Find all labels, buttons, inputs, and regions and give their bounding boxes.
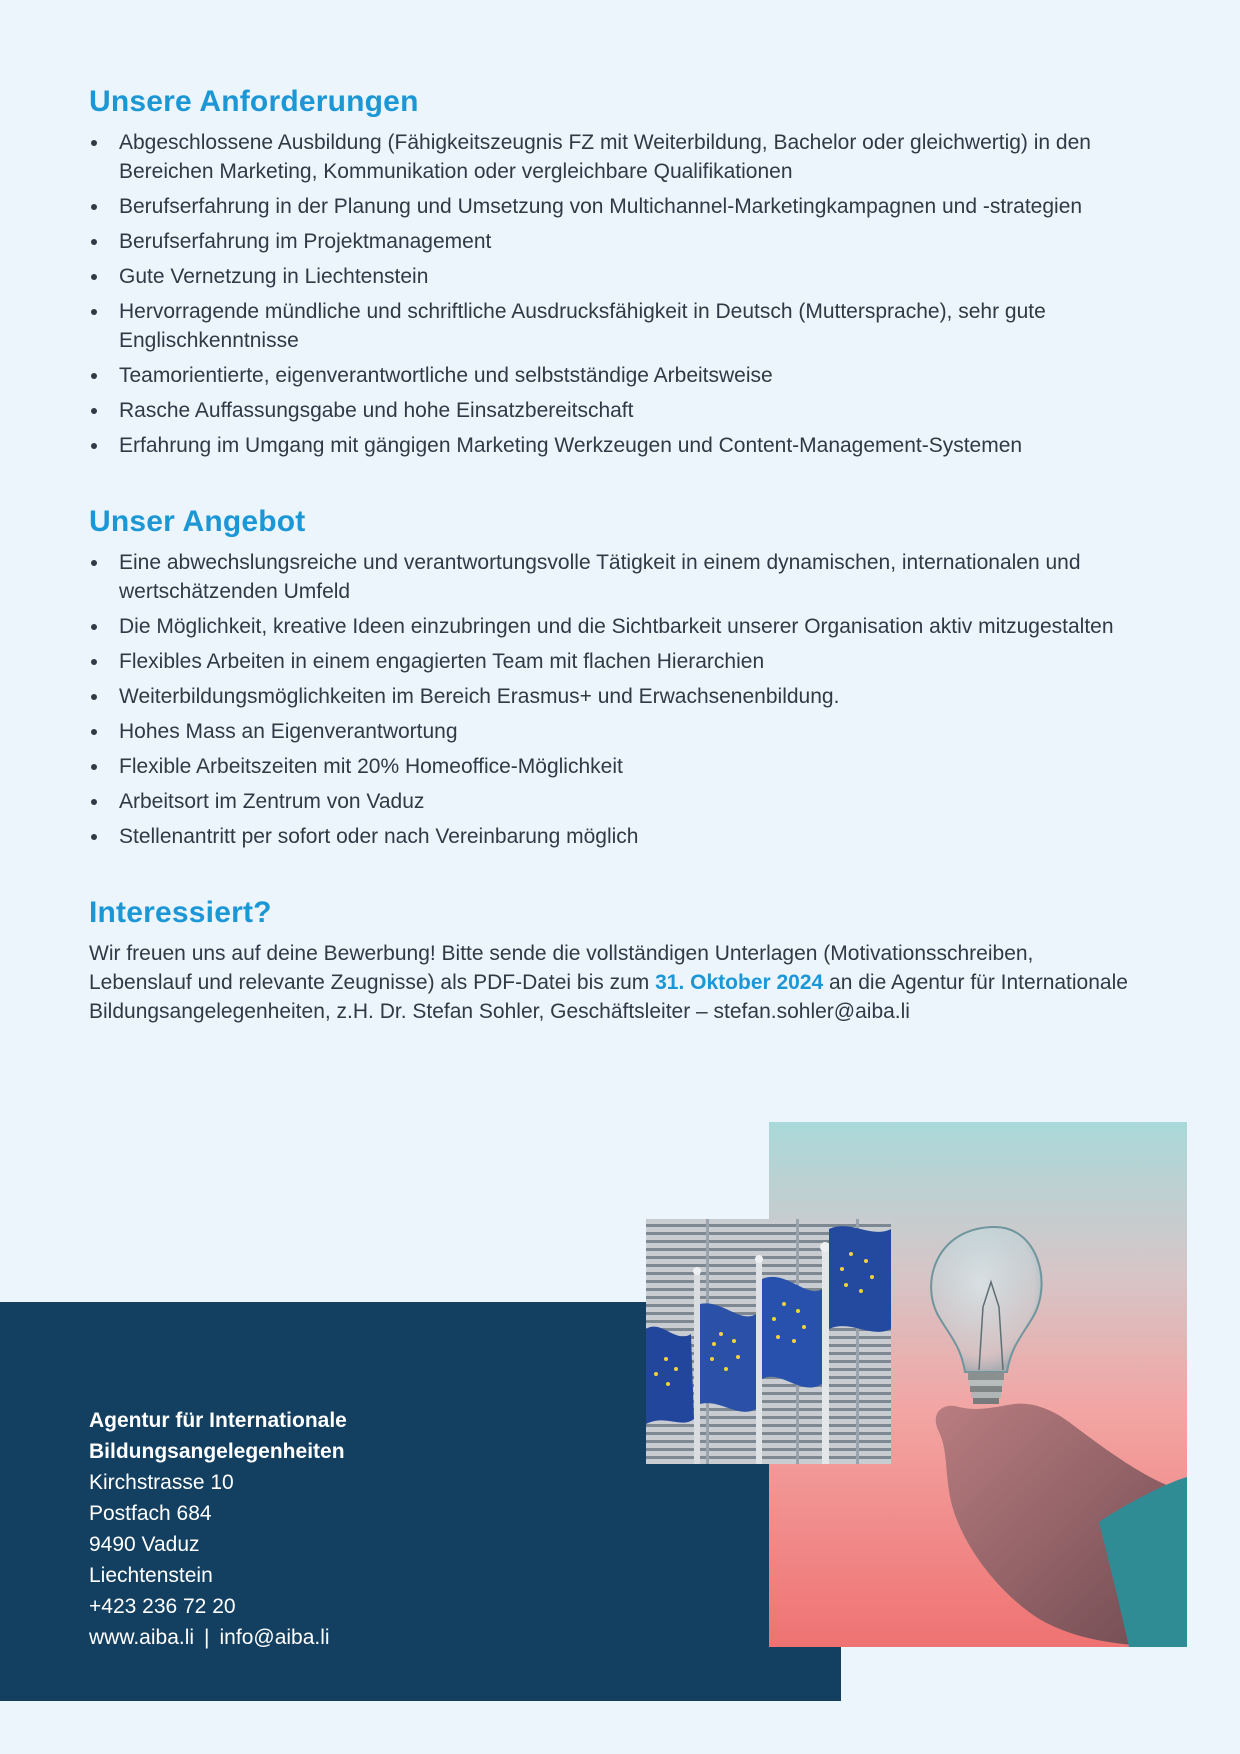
requirements-section (89, 82, 1179, 460)
separator: | (204, 1626, 210, 1649)
list-item: Arbeitsort im Zentrum von Vaduz (89, 787, 1179, 816)
list-item: Die Möglichkeit, kreative Ideen einzubringen und die Sichtbarkeit unserer Organisation aktiv mitzugestalten (89, 612, 1179, 641)
list-item: Flexibles Arbeiten in einem engagierten Team mit flachen Hierarchien (89, 647, 1179, 676)
requirements-heading: Unsere Anforderungen (89, 85, 419, 118)
offer-section (89, 502, 1179, 851)
list-item: Flexible Arbeitszeiten mit 20% Homeoffice-Möglichkeit (89, 752, 1179, 781)
offer-list (89, 548, 1179, 851)
list-item: Eine abwechslungsreiche und verantwortungsvolle Tätigkeit in einem dynamischen, internationalen und wertschätzenden Umfeld (89, 548, 1179, 606)
email-link[interactable]: info@aiba.li (219, 1626, 330, 1649)
city: 9490 Vaduz (89, 1533, 200, 1556)
contact-address (89, 1405, 347, 1653)
org-name-line2: Bildungsangelegenheiten (89, 1440, 345, 1463)
eu-flags-photo (646, 1219, 891, 1464)
list-item: Teamorientierte, eigenverantwortliche und selbstständige Arbeitsweise (89, 361, 1179, 390)
application-text-end: an die Agentur für Internationale Bildungsangelegenheiten, z.H. Dr. Stefan Sohler, Geschäftsleiter – stefan.sohler@aiba.li (89, 971, 1128, 1023)
list-item: Hervorragende mündliche und schriftliche Ausdrucksfähigkeit in Deutsch (Muttersprache), sehr gute Englischkenntnisse (89, 297, 1179, 355)
main-content (89, 82, 1179, 1026)
list-item: Hohes Mass an Eigenverantwortung (89, 717, 1179, 746)
list-item: Berufserfahrung im Projektmanagement (89, 227, 1179, 256)
list-item: Rasche Auffassungsgabe und hohe Einsatzbereitschaft (89, 396, 1179, 425)
list-item: Abgeschlossene Ausbildung (Fähigkeitszeugnis FZ mit Weiterbildung, Bachelor oder gleichwertig) in den Bereichen Marketing, Kommunikation oder vergleichbare Qualifikationen (89, 128, 1179, 186)
po-box: Postfach 684 (89, 1502, 212, 1525)
list-item: Gute Vernetzung in Liechtenstein (89, 262, 1179, 291)
requirements-list (89, 128, 1179, 460)
offer-heading: Unser Angebot (89, 505, 306, 538)
list-item: Erfahrung im Umgang mit gängigen Marketing Werkzeugen und Content-Management-Systemen (89, 431, 1179, 460)
list-item: Weiterbildungsmöglichkeiten im Bereich Erasmus+ und Erwachsenenbildung. (89, 682, 1179, 711)
phone: +423 236 72 20 (89, 1595, 236, 1618)
org-name-line1: Agentur für Internationale (89, 1409, 347, 1432)
website-link[interactable]: www.aiba.li (89, 1626, 195, 1649)
street: Kirchstrasse 10 (89, 1471, 234, 1494)
list-item: Berufserfahrung in der Planung und Umsetzung von Multichannel-Marketingkampagnen und -strategien (89, 192, 1179, 221)
list-item: Stellenantritt per sofort oder nach Vereinbarung möglich (89, 822, 1179, 851)
country: Liechtenstein (89, 1564, 213, 1587)
deadline-date: 31. Oktober 2024 (655, 971, 824, 994)
application-text-start: Wir freuen uns auf deine Bewerbung! Bitte sende die vollständigen Unterlagen (Motivationsschreiben, Lebenslauf und relevante Zeugnisse) als PDF-Datei bis zum (89, 942, 1034, 994)
web-contact-line (89, 1622, 347, 1653)
interested-section (89, 893, 1179, 1026)
interested-heading: Interessiert? (89, 896, 272, 929)
application-text (89, 939, 1129, 1026)
